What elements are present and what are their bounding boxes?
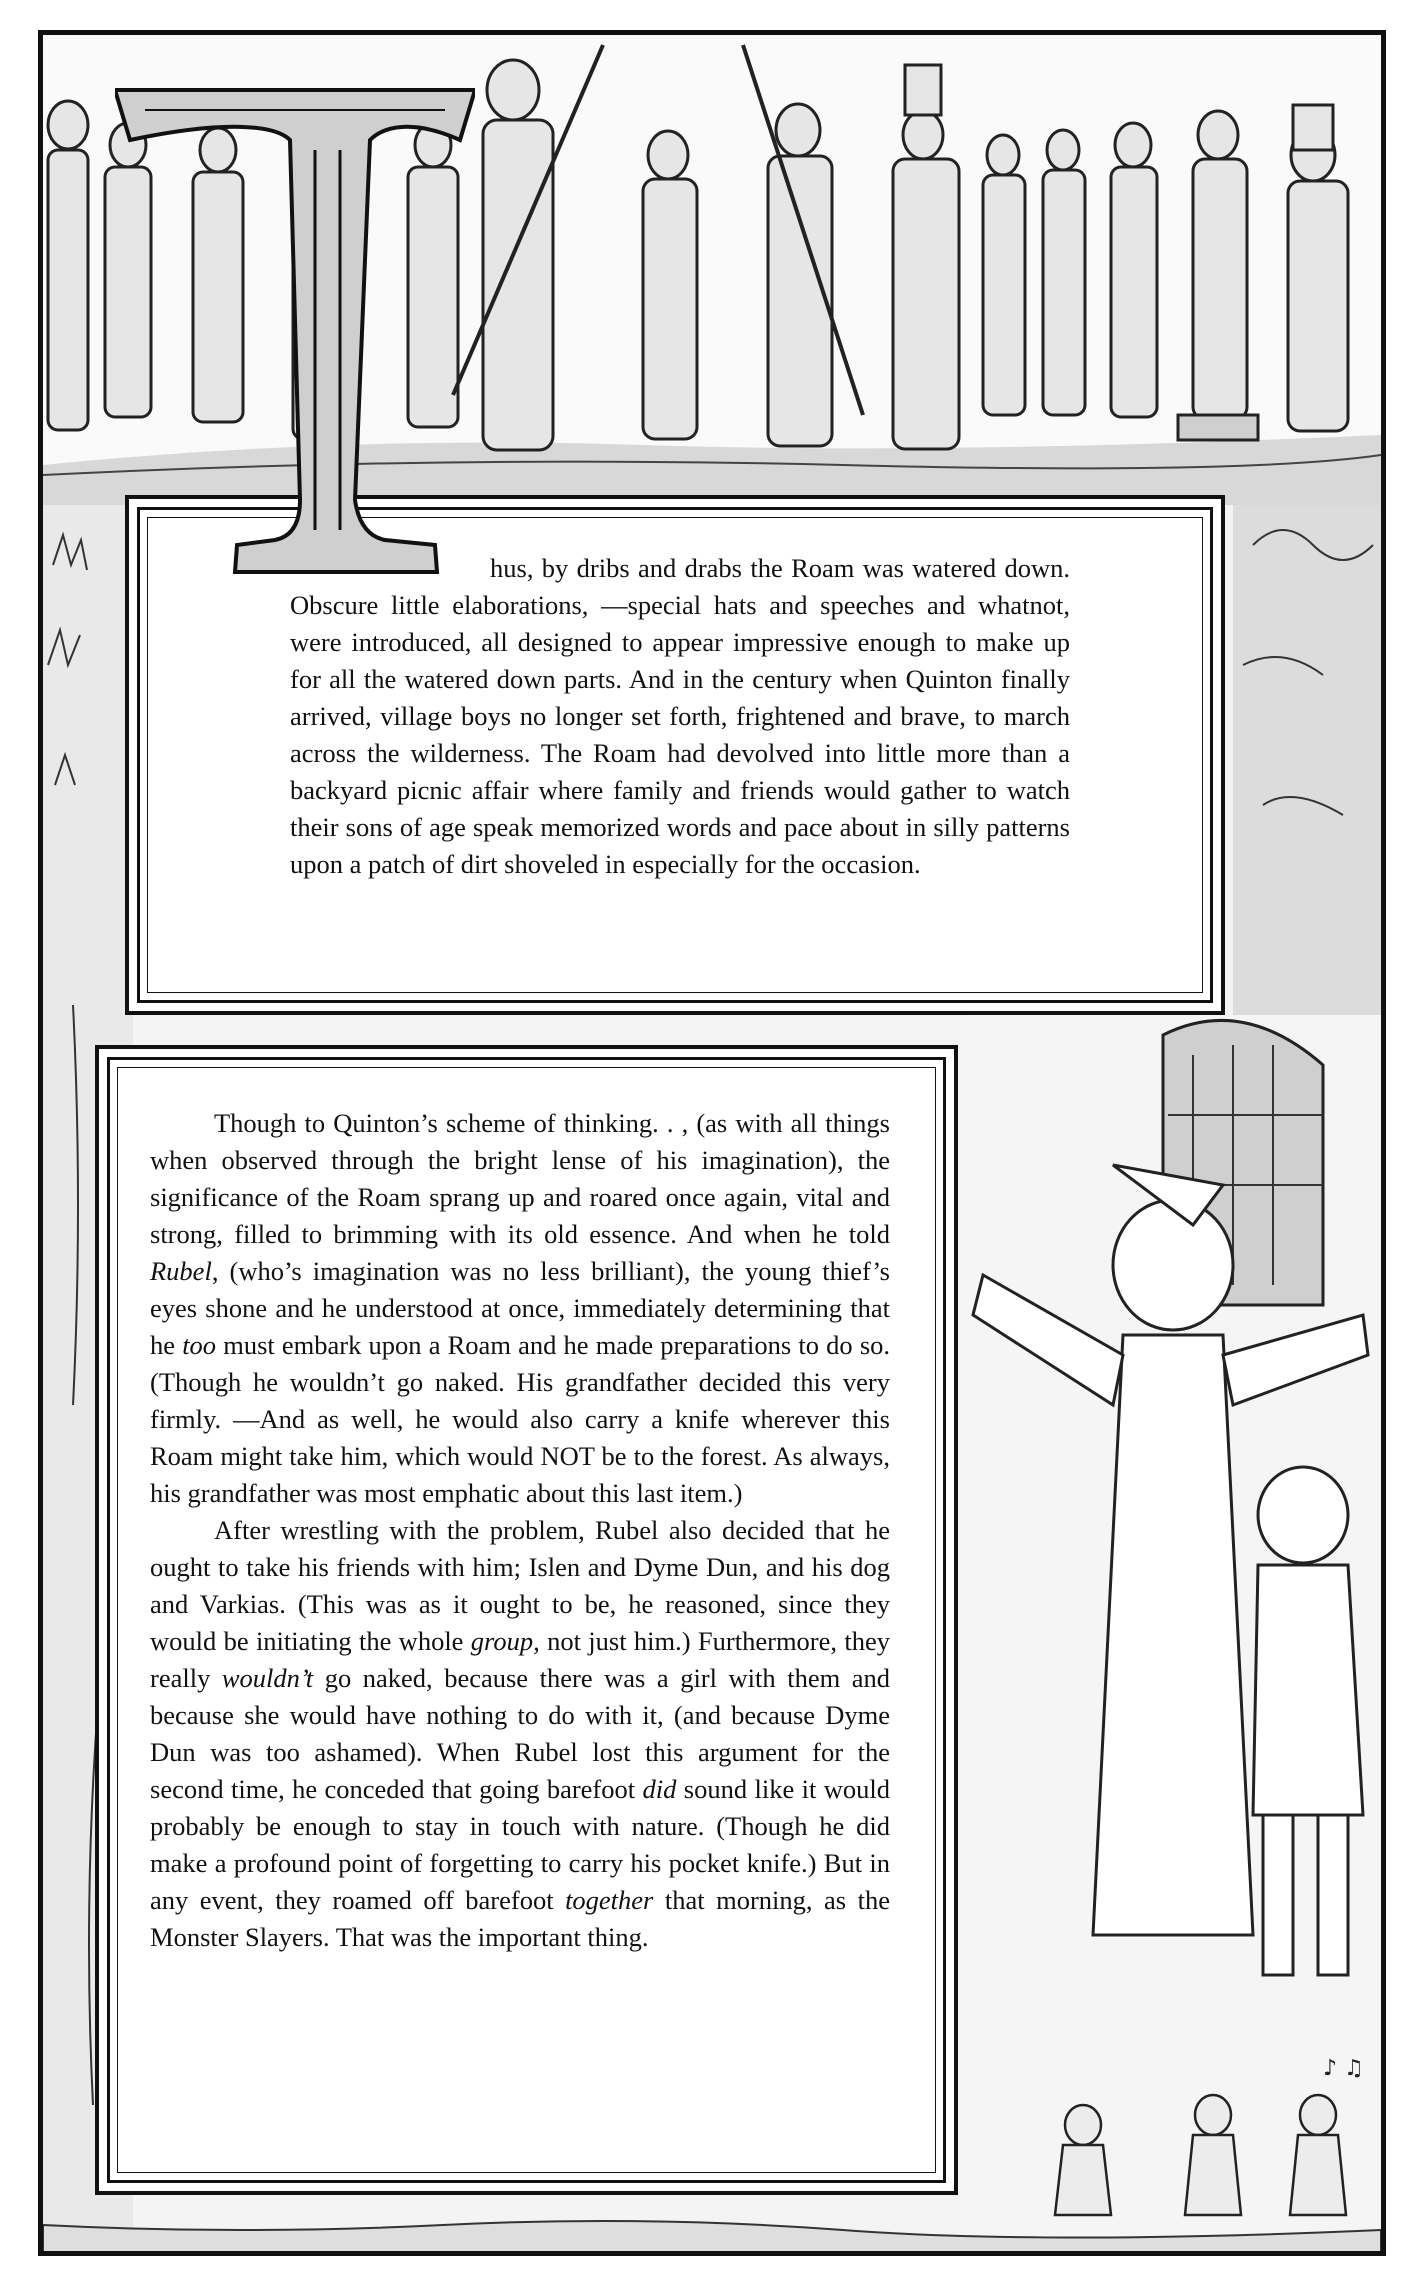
- p2-text-e: that morning, as the Monster Slayers. That was the important thing.: [150, 1885, 890, 1952]
- p2-group: group,: [470, 1626, 540, 1656]
- p2-wouldnt: wouldn’t: [221, 1663, 314, 1693]
- intro-paragraph: [290, 550, 1070, 883]
- p1-text-c: must embark upon a Roam and he made preparations to do so. (Though he wouldn’t go naked. His grandfather decided this very firmly. —And as well, he would also carry a knife wherever this Roam might take him, which would NOT be to the forest. As always, his grandfather was most emphatic about this last item.): [150, 1330, 891, 1508]
- p1-too: too: [182, 1330, 217, 1360]
- right-foliage: [1233, 505, 1381, 1025]
- svg-text:♪ ♫: ♪ ♫: [1323, 2056, 1364, 2081]
- intro-text: hus, by dribs and drabs the Roam was watered down. Obscure little elaborations, —special hats and speeches and whatnot, were introduced, all designed to appear impressive enough to make up for all the watered down parts. And in the century when Quinton finally arrived, village boys no longer set forth, frightened and brave, to march across the wilderness. The Roam had devolved into little more than a backyard picnic affair where family and friends would gather to watch their sons of age speak memorized words and pace about in silly patterns upon a patch of dirt shoveled in especially for the occasion.: [290, 553, 1070, 879]
- kids-illustration: [963, 1015, 1381, 2256]
- paragraph-1: [150, 1105, 890, 1512]
- p1-rubel: Rubel: [150, 1256, 212, 1286]
- body-paragraphs: [150, 1105, 890, 1956]
- ground-strip: [43, 2205, 1381, 2256]
- p2-did: did: [642, 1774, 677, 1804]
- p2-text-b: not just him.) Furthermore, they really: [150, 1626, 890, 1693]
- p2-together: together: [565, 1885, 654, 1915]
- p2-text-c: go naked, because there was a girl with them and because she would have nothing to do with it, (and because Dyme Dun was too ashamed). When Rubel lost this argument for the second time, he conceded that going barefoot: [150, 1663, 890, 1804]
- p2-text-d: sound like it would probably be enough to stay in touch with nature. (Though he did make a profound point of forgetting to carry his pocket knife.) But in any event, they roamed off barefoot: [150, 1774, 890, 1915]
- p2-text-a: After wrestling with the problem, Rubel also decided that he ought to take his friends with him; Islen and Dyme Dun, and his dog and Varkias. (This was as it ought to be, he reasoned, since they would be initiating the whole: [150, 1515, 890, 1656]
- dropcap-t: [115, 80, 475, 575]
- paragraph-2: [150, 1512, 890, 1956]
- p1-text-a: Though to Quinton’s scheme of thinking. . , (as with all things when observed through the bright lense of his imagination), the significance of the Roam sprang up and roared once again, vital and strong, filled to brimming with its old essence. And when he told: [150, 1108, 890, 1249]
- p1-text-b: , (who’s imagination was no less brilliant), the young thief’s eyes shone and he understood at once, immediately determining that he: [150, 1256, 890, 1360]
